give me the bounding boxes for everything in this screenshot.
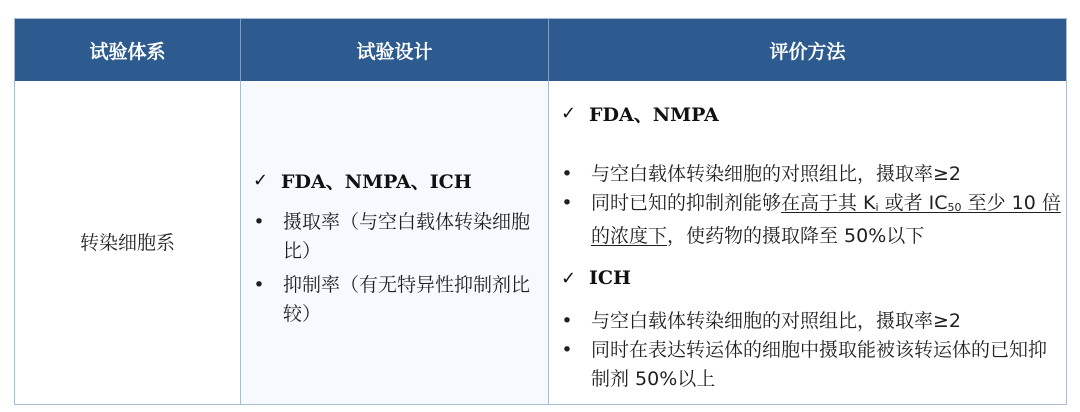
eval-group1-bullet2-prefix: 同时已知的抑制剂能够 <box>591 192 782 214</box>
eval-group1-list <box>561 160 1061 251</box>
eval-group1-label: FDA、NMPA <box>589 104 719 126</box>
test-system-text: 转染细胞系 <box>79 232 175 254</box>
table-body-row <box>15 81 1066 404</box>
cell-test-design <box>241 81 549 404</box>
ki-subscript: i <box>875 201 879 214</box>
tenfold-text: 至少 10 倍的浓度下 <box>591 192 1061 247</box>
list-item <box>561 160 1061 189</box>
bullet-icon: • <box>561 339 573 361</box>
list-item <box>561 336 1061 394</box>
ic-text: 或者 IC <box>878 192 948 214</box>
eval-group2-list <box>561 307 1061 394</box>
eval-group1-bullet2-suffix: ，使药物的摄取降至 50%以下 <box>667 225 925 247</box>
bullet-icon: • <box>561 163 573 185</box>
eval-group2-label: ICH <box>589 267 631 289</box>
header-test-system: 试验体系 <box>15 19 241 81</box>
eval-group1-bullet1: 与空白载体转染细胞的对照组比，摄取率≥2 <box>591 163 962 185</box>
design-regulator-heading <box>253 167 472 194</box>
bullet-icon: • <box>561 192 573 214</box>
bullet-icon: • <box>253 211 265 233</box>
list-item <box>253 271 538 329</box>
design-bullet-inhibition: 抑制率（有无特异性抑制剂比较） <box>283 274 531 325</box>
cell-test-system <box>15 81 241 404</box>
eval-group2-bullet2: 同时在表达转运体的细胞中摄取能被该转运体的已知抑制剂 50%以上 <box>591 339 1048 390</box>
check-icon: ✓ <box>561 103 577 124</box>
comparison-table <box>14 18 1067 405</box>
design-regulator-label: FDA、NMPA、ICH <box>281 171 472 193</box>
cell-evaluation-method <box>549 81 1066 404</box>
header-evaluation-method: 评价方法 <box>769 40 846 63</box>
list-item <box>561 189 1061 251</box>
list-item <box>561 307 1061 336</box>
bullet-icon: • <box>561 310 573 332</box>
bullet-icon: • <box>253 274 265 296</box>
header-test-design: 试验设计 <box>241 19 549 81</box>
list-item <box>253 208 538 266</box>
ki-text: 在高于其 K <box>781 192 876 214</box>
check-icon: ✓ <box>561 267 577 289</box>
ic50-subscript: 50 <box>947 201 962 214</box>
check-icon: ✓ <box>253 170 269 191</box>
eval-group2-heading <box>561 267 631 289</box>
design-bullet-uptake: 摄取率（与空白载体转染细胞比） <box>283 211 531 262</box>
design-bullet-list <box>253 208 538 329</box>
eval-group2-bullet1: 与空白载体转染细胞的对照组比，摄取率≥2 <box>591 310 962 332</box>
table-header-row <box>15 19 1066 81</box>
eval-group1-heading <box>561 100 719 127</box>
